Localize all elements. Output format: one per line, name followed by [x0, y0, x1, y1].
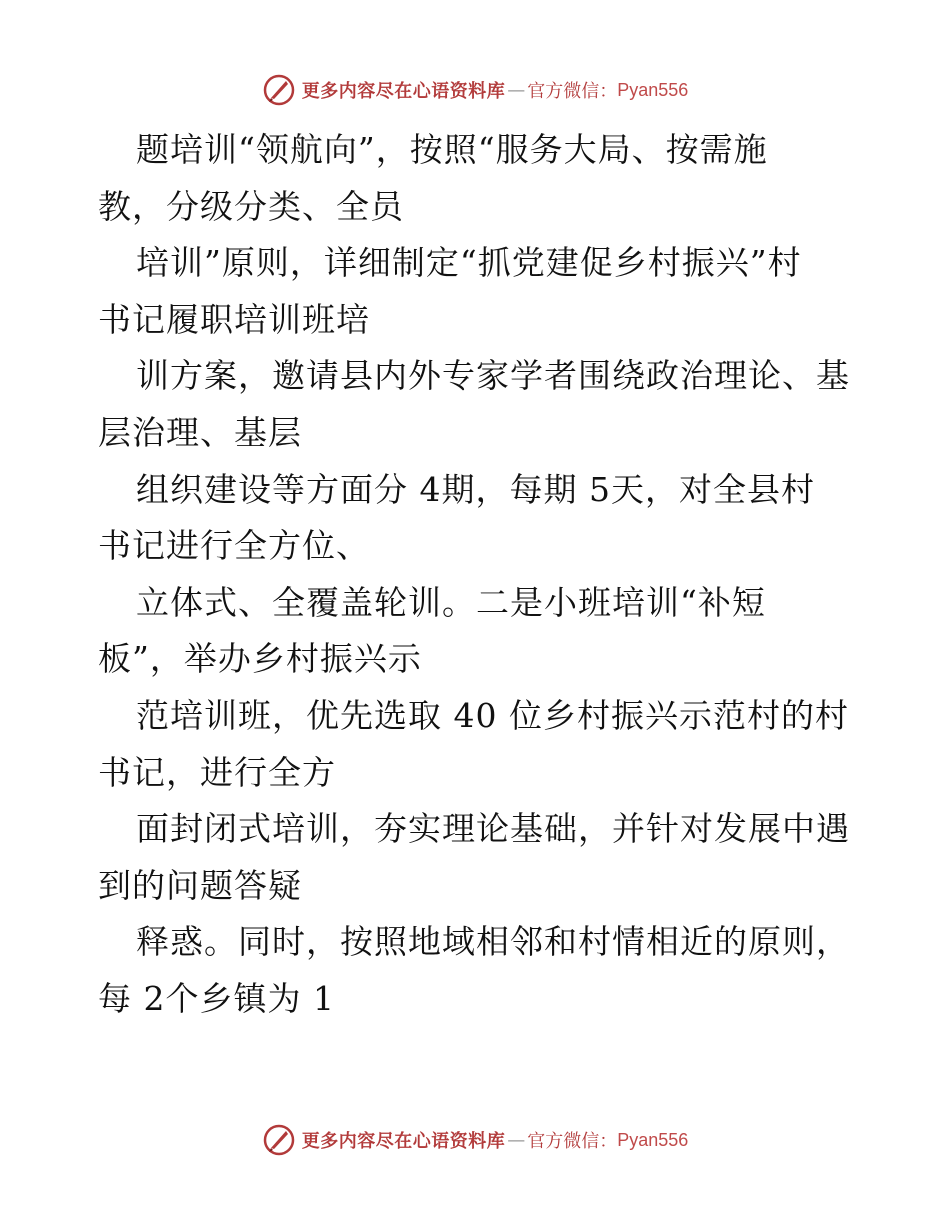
paragraph-line: 书记履职培训班培 [98, 299, 370, 339]
paragraph-line: 范培训班，优先选取 40 位乡村振兴示范村的村 [136, 695, 849, 735]
paragraph-line: 层治理、基层 [98, 412, 302, 452]
paragraph-line: 教，分级分类、全员 [98, 186, 404, 226]
watermark-contact-label: 官方微信： [527, 81, 618, 102]
quill-pen-logo-icon [262, 1123, 296, 1157]
footer-watermark [0, 1120, 950, 1160]
paragraph-line: 每 2个乡镇为 1 [98, 978, 335, 1018]
watermark-separator: — [507, 79, 526, 101]
watermark-contact-id: Pyan556 [617, 1129, 689, 1150]
watermark-contact-id: Pyan556 [617, 79, 689, 100]
paragraph-line: 书记，进行全方 [98, 752, 336, 792]
paragraph-line: 训方案，邀请县内外专家学者围绕政治理论、基 [136, 356, 850, 396]
paragraph-line: 面封闭式培训，夯实理论基础，并针对发展中遇 [136, 809, 850, 849]
paragraph-line: 立体式、全覆盖轮训。二是小班培训“补短 [136, 582, 766, 622]
document-body [98, 122, 858, 1028]
quill-pen-logo-icon [262, 73, 296, 107]
paragraph-line: 培训”原则，详细制定“抓党建促乡村振兴”村 [136, 243, 802, 283]
paragraph-line: 到的问题答疑 [98, 865, 302, 905]
paragraph-line: 书记进行全方位、 [98, 526, 370, 566]
paragraph-line: 题培训“领航向”，按照“服务大局、按需施 [136, 130, 768, 169]
watermark-contact-label: 官方微信： [527, 1131, 618, 1152]
watermark-separator: — [507, 1129, 526, 1151]
header-watermark [0, 70, 950, 110]
paragraph-line: 释惑。同时，按照地域相邻和村情相近的原则， [136, 922, 850, 962]
watermark-brand: 更多内容尽在心语资料库 [301, 81, 506, 102]
paragraph-line: 板”，举办乡村振兴示 [98, 639, 422, 679]
paragraph-line: 组织建设等方面分 4期，每期 5天，对全县村 [136, 469, 815, 509]
watermark-brand: 更多内容尽在心语资料库 [301, 1131, 506, 1152]
